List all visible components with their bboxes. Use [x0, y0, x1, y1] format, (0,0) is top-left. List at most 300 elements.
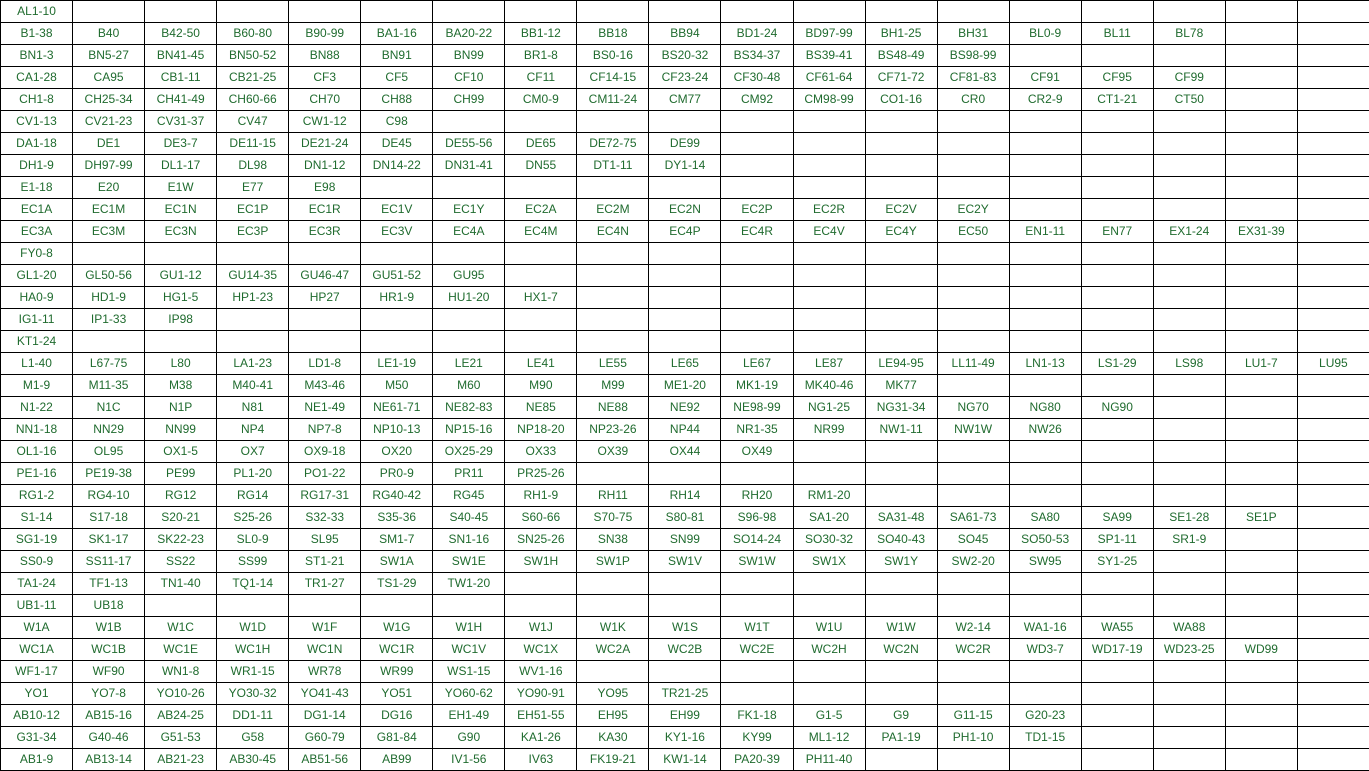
table-cell[interactable]: CR0 [937, 89, 1009, 111]
table-cell[interactable]: OX49 [721, 441, 793, 463]
table-cell[interactable]: IP98 [145, 309, 217, 331]
table-cell[interactable]: DE55-56 [433, 133, 505, 155]
table-cell[interactable]: BS98-99 [937, 45, 1009, 67]
table-cell[interactable]: BN91 [361, 45, 433, 67]
table-cell[interactable]: EX1-24 [1153, 221, 1225, 243]
table-cell[interactable]: HX1-7 [505, 287, 577, 309]
table-cell[interactable]: CF71-72 [865, 67, 937, 89]
table-cell[interactable]: DN14-22 [361, 155, 433, 177]
table-cell[interactable] [865, 463, 937, 485]
table-cell[interactable] [1153, 331, 1225, 353]
table-cell[interactable] [217, 595, 289, 617]
table-cell[interactable]: PR11 [433, 463, 505, 485]
table-cell[interactable] [1153, 749, 1225, 771]
table-cell[interactable]: PA1-19 [865, 727, 937, 749]
table-cell[interactable] [1153, 177, 1225, 199]
table-cell[interactable]: S1-14 [1, 507, 73, 529]
table-cell[interactable]: SW1X [793, 551, 865, 573]
table-cell[interactable] [1225, 243, 1297, 265]
table-cell[interactable]: LE94-95 [865, 353, 937, 375]
table-cell[interactable] [1225, 595, 1297, 617]
table-cell[interactable] [1297, 133, 1369, 155]
table-cell[interactable]: M40-41 [217, 375, 289, 397]
table-cell[interactable] [1297, 155, 1369, 177]
table-cell[interactable] [793, 595, 865, 617]
table-cell[interactable]: OX44 [649, 441, 721, 463]
table-cell[interactable]: AB21-23 [145, 749, 217, 771]
table-cell[interactable] [1225, 375, 1297, 397]
table-cell[interactable]: M90 [505, 375, 577, 397]
table-cell[interactable] [1081, 177, 1153, 199]
table-cell[interactable] [1297, 265, 1369, 287]
table-cell[interactable]: EH1-49 [433, 705, 505, 727]
table-cell[interactable]: EC1Y [433, 199, 505, 221]
table-cell[interactable]: W1J [505, 617, 577, 639]
table-cell[interactable]: OL1-16 [1, 441, 73, 463]
table-cell[interactable] [793, 111, 865, 133]
table-cell[interactable] [1225, 199, 1297, 221]
table-cell[interactable]: BD97-99 [793, 23, 865, 45]
table-cell[interactable] [793, 573, 865, 595]
table-cell[interactable] [433, 595, 505, 617]
table-cell[interactable]: EC3N [145, 221, 217, 243]
table-cell[interactable] [937, 573, 1009, 595]
table-cell[interactable] [289, 309, 361, 331]
table-cell[interactable]: WC1A [1, 639, 73, 661]
table-cell[interactable]: CV21-23 [73, 111, 145, 133]
table-cell[interactable]: CF10 [433, 67, 505, 89]
table-cell[interactable]: SA99 [1081, 507, 1153, 529]
table-cell[interactable] [505, 595, 577, 617]
table-cell[interactable]: HA0-9 [1, 287, 73, 309]
table-cell[interactable] [937, 375, 1009, 397]
table-cell[interactable]: WD3-7 [1009, 639, 1081, 661]
table-cell[interactable]: SO50-53 [1009, 529, 1081, 551]
table-cell[interactable] [1009, 177, 1081, 199]
table-cell[interactable] [1297, 507, 1369, 529]
table-cell[interactable]: WC2R [937, 639, 1009, 661]
table-cell[interactable]: BA20-22 [433, 23, 505, 45]
table-cell[interactable]: LE65 [649, 353, 721, 375]
table-cell[interactable] [937, 331, 1009, 353]
table-cell[interactable]: BD1-24 [721, 23, 793, 45]
table-cell[interactable] [289, 595, 361, 617]
table-cell[interactable] [1297, 749, 1369, 771]
table-cell[interactable] [1153, 661, 1225, 683]
table-cell[interactable]: FK19-21 [577, 749, 649, 771]
table-cell[interactable]: L80 [145, 353, 217, 375]
table-cell[interactable]: IV63 [505, 749, 577, 771]
table-cell[interactable] [865, 133, 937, 155]
table-cell[interactable] [1297, 397, 1369, 419]
table-cell[interactable] [145, 595, 217, 617]
table-cell[interactable]: TW1-20 [433, 573, 505, 595]
table-cell[interactable] [433, 1, 505, 23]
table-cell[interactable] [1153, 463, 1225, 485]
table-cell[interactable] [937, 749, 1009, 771]
table-cell[interactable]: EC3M [73, 221, 145, 243]
table-cell[interactable] [1225, 441, 1297, 463]
table-cell[interactable] [577, 287, 649, 309]
table-cell[interactable]: BB18 [577, 23, 649, 45]
table-cell[interactable] [793, 265, 865, 287]
table-cell[interactable]: SE1-28 [1153, 507, 1225, 529]
table-cell[interactable]: M99 [577, 375, 649, 397]
table-cell[interactable] [577, 331, 649, 353]
table-cell[interactable] [1081, 419, 1153, 441]
table-cell[interactable]: WC1H [217, 639, 289, 661]
table-cell[interactable]: B60-80 [217, 23, 289, 45]
table-cell[interactable]: CM77 [649, 89, 721, 111]
table-cell[interactable] [1009, 1, 1081, 23]
table-cell[interactable] [793, 287, 865, 309]
table-cell[interactable]: WV1-16 [505, 661, 577, 683]
table-cell[interactable]: TS1-29 [361, 573, 433, 595]
table-cell[interactable]: YO95 [577, 683, 649, 705]
table-cell[interactable] [1225, 155, 1297, 177]
table-cell[interactable] [361, 331, 433, 353]
table-cell[interactable]: CF95 [1081, 67, 1153, 89]
table-cell[interactable]: SL0-9 [217, 529, 289, 551]
table-cell[interactable]: LE21 [433, 353, 505, 375]
table-cell[interactable]: EH51-55 [505, 705, 577, 727]
table-cell[interactable]: DD1-11 [217, 705, 289, 727]
table-cell[interactable]: IV1-56 [433, 749, 505, 771]
table-cell[interactable]: CF61-64 [793, 67, 865, 89]
table-cell[interactable] [937, 309, 1009, 331]
table-cell[interactable] [361, 595, 433, 617]
table-cell[interactable] [73, 331, 145, 353]
table-cell[interactable] [721, 155, 793, 177]
table-cell[interactable] [793, 441, 865, 463]
table-cell[interactable]: CA95 [73, 67, 145, 89]
table-cell[interactable] [865, 683, 937, 705]
table-cell[interactable]: E1W [145, 177, 217, 199]
table-cell[interactable]: CF99 [1153, 67, 1225, 89]
table-cell[interactable] [1225, 727, 1297, 749]
table-cell[interactable]: B90-99 [289, 23, 361, 45]
table-cell[interactable]: WF1-17 [1, 661, 73, 683]
table-cell[interactable]: EX31-39 [1225, 221, 1297, 243]
table-cell[interactable]: NG90 [1081, 397, 1153, 419]
table-cell[interactable] [865, 749, 937, 771]
table-cell[interactable]: RH11 [577, 485, 649, 507]
table-cell[interactable]: KY1-16 [649, 727, 721, 749]
table-cell[interactable]: E98 [289, 177, 361, 199]
table-cell[interactable]: CB1-11 [145, 67, 217, 89]
table-cell[interactable] [1081, 1, 1153, 23]
table-cell[interactable] [145, 1, 217, 23]
table-cell[interactable]: SA61-73 [937, 507, 1009, 529]
table-cell[interactable] [1081, 661, 1153, 683]
table-cell[interactable]: NG80 [1009, 397, 1081, 419]
table-cell[interactable]: SR1-9 [1153, 529, 1225, 551]
table-cell[interactable]: WC2H [793, 639, 865, 661]
table-cell[interactable]: DL98 [217, 155, 289, 177]
table-cell[interactable]: SK1-17 [73, 529, 145, 551]
table-cell[interactable]: HP27 [289, 287, 361, 309]
table-cell[interactable] [1153, 1, 1225, 23]
table-cell[interactable] [1081, 265, 1153, 287]
table-cell[interactable] [1225, 331, 1297, 353]
table-cell[interactable] [1081, 683, 1153, 705]
table-cell[interactable] [505, 573, 577, 595]
table-cell[interactable]: EC2M [577, 199, 649, 221]
table-cell[interactable]: PR25-26 [505, 463, 577, 485]
table-cell[interactable]: E20 [73, 177, 145, 199]
table-cell[interactable]: SS0-9 [1, 551, 73, 573]
table-cell[interactable] [1153, 485, 1225, 507]
table-cell[interactable]: EH99 [649, 705, 721, 727]
table-cell[interactable]: M60 [433, 375, 505, 397]
table-cell[interactable]: SS22 [145, 551, 217, 573]
table-cell[interactable]: CF3 [289, 67, 361, 89]
table-cell[interactable]: SN38 [577, 529, 649, 551]
table-cell[interactable]: SN25-26 [505, 529, 577, 551]
table-cell[interactable]: CM11-24 [577, 89, 649, 111]
table-cell[interactable] [1009, 287, 1081, 309]
table-cell[interactable]: CT1-21 [1081, 89, 1153, 111]
table-cell[interactable] [1297, 221, 1369, 243]
table-cell[interactable] [1153, 45, 1225, 67]
table-cell[interactable] [1081, 595, 1153, 617]
table-cell[interactable]: NE61-71 [361, 397, 433, 419]
table-cell[interactable] [1225, 573, 1297, 595]
table-cell[interactable]: SS99 [217, 551, 289, 573]
table-cell[interactable] [1225, 45, 1297, 67]
table-cell[interactable]: BH1-25 [865, 23, 937, 45]
table-cell[interactable]: TQ1-14 [217, 573, 289, 595]
table-cell[interactable]: PE19-38 [73, 463, 145, 485]
table-cell[interactable]: EC4V [793, 221, 865, 243]
table-cell[interactable]: BB1-12 [505, 23, 577, 45]
table-cell[interactable] [649, 287, 721, 309]
table-cell[interactable] [937, 133, 1009, 155]
table-cell[interactable] [649, 111, 721, 133]
table-cell[interactable] [937, 1, 1009, 23]
table-cell[interactable]: DY1-14 [649, 155, 721, 177]
table-cell[interactable]: S70-75 [577, 507, 649, 529]
table-cell[interactable]: CH60-66 [217, 89, 289, 111]
table-cell[interactable] [289, 1, 361, 23]
table-cell[interactable] [1297, 529, 1369, 551]
table-cell[interactable]: G31-34 [1, 727, 73, 749]
table-cell[interactable] [1297, 573, 1369, 595]
table-cell[interactable]: CF91 [1009, 67, 1081, 89]
table-cell[interactable]: GL1-20 [1, 265, 73, 287]
table-cell[interactable]: W1A [1, 617, 73, 639]
table-cell[interactable]: AB13-14 [73, 749, 145, 771]
table-cell[interactable] [1297, 243, 1369, 265]
table-cell[interactable] [721, 573, 793, 595]
table-cell[interactable]: NG31-34 [865, 397, 937, 419]
table-cell[interactable] [1153, 705, 1225, 727]
table-cell[interactable]: WD99 [1225, 639, 1297, 661]
table-cell[interactable] [1225, 463, 1297, 485]
table-cell[interactable] [1297, 1, 1369, 23]
table-cell[interactable]: NW1W [937, 419, 1009, 441]
table-cell[interactable] [865, 661, 937, 683]
table-cell[interactable]: M38 [145, 375, 217, 397]
table-cell[interactable]: NW1-11 [865, 419, 937, 441]
table-cell[interactable]: RH20 [721, 485, 793, 507]
table-cell[interactable]: G58 [217, 727, 289, 749]
table-cell[interactable]: WF90 [73, 661, 145, 683]
table-cell[interactable]: NG70 [937, 397, 1009, 419]
table-cell[interactable]: W2-14 [937, 617, 1009, 639]
table-cell[interactable]: AB51-56 [289, 749, 361, 771]
table-cell[interactable]: OX25-29 [433, 441, 505, 463]
table-cell[interactable] [937, 287, 1009, 309]
table-cell[interactable]: WC2A [577, 639, 649, 661]
table-cell[interactable]: ST1-21 [289, 551, 361, 573]
table-cell[interactable] [1225, 661, 1297, 683]
table-cell[interactable]: G9 [865, 705, 937, 727]
table-cell[interactable]: CM98-99 [793, 89, 865, 111]
table-cell[interactable]: CB21-25 [217, 67, 289, 89]
table-cell[interactable] [1153, 243, 1225, 265]
table-cell[interactable]: FY0-8 [1, 243, 73, 265]
table-cell[interactable]: RM1-20 [793, 485, 865, 507]
table-cell[interactable]: LE55 [577, 353, 649, 375]
table-cell[interactable]: WR1-15 [217, 661, 289, 683]
table-cell[interactable] [1009, 331, 1081, 353]
table-cell[interactable]: FK1-18 [721, 705, 793, 727]
table-cell[interactable]: CF11 [505, 67, 577, 89]
table-cell[interactable]: N1-22 [1, 397, 73, 419]
table-cell[interactable] [1153, 111, 1225, 133]
table-cell[interactable]: KA30 [577, 727, 649, 749]
table-cell[interactable]: PE99 [145, 463, 217, 485]
table-cell[interactable]: BS0-16 [577, 45, 649, 67]
table-cell[interactable] [1009, 45, 1081, 67]
table-cell[interactable]: CV47 [217, 111, 289, 133]
table-cell[interactable]: DG16 [361, 705, 433, 727]
table-cell[interactable] [1081, 287, 1153, 309]
table-cell[interactable]: N1P [145, 397, 217, 419]
table-cell[interactable]: PH11-40 [793, 749, 865, 771]
table-cell[interactable]: NP23-26 [577, 419, 649, 441]
table-cell[interactable]: HU1-20 [433, 287, 505, 309]
table-cell[interactable]: ME1-20 [649, 375, 721, 397]
table-cell[interactable]: DE1 [73, 133, 145, 155]
table-cell[interactable] [865, 331, 937, 353]
table-cell[interactable] [865, 287, 937, 309]
table-cell[interactable] [1225, 1, 1297, 23]
table-cell[interactable]: WC2N [865, 639, 937, 661]
table-cell[interactable]: RG4-10 [73, 485, 145, 507]
table-cell[interactable] [1009, 155, 1081, 177]
table-cell[interactable]: YO1 [1, 683, 73, 705]
table-cell[interactable] [289, 243, 361, 265]
table-cell[interactable]: KY99 [721, 727, 793, 749]
table-cell[interactable] [937, 155, 1009, 177]
table-cell[interactable]: G90 [433, 727, 505, 749]
table-cell[interactable] [649, 661, 721, 683]
table-cell[interactable] [433, 331, 505, 353]
table-cell[interactable] [1225, 265, 1297, 287]
table-cell[interactable] [577, 595, 649, 617]
table-cell[interactable] [1009, 375, 1081, 397]
table-cell[interactable]: S32-33 [289, 507, 361, 529]
table-cell[interactable] [361, 243, 433, 265]
table-cell[interactable]: KW1-14 [649, 749, 721, 771]
table-cell[interactable]: W1D [217, 617, 289, 639]
table-cell[interactable]: AB99 [361, 749, 433, 771]
table-cell[interactable]: NE82-83 [433, 397, 505, 419]
table-cell[interactable] [721, 683, 793, 705]
table-cell[interactable] [1297, 309, 1369, 331]
table-cell[interactable]: YO10-26 [145, 683, 217, 705]
table-cell[interactable]: NE88 [577, 397, 649, 419]
table-cell[interactable] [793, 1, 865, 23]
table-cell[interactable] [1081, 727, 1153, 749]
table-cell[interactable] [1297, 705, 1369, 727]
table-cell[interactable]: EC3P [217, 221, 289, 243]
table-cell[interactable] [1081, 199, 1153, 221]
table-cell[interactable]: S17-18 [73, 507, 145, 529]
table-cell[interactable] [721, 111, 793, 133]
table-cell[interactable]: SY1-25 [1081, 551, 1153, 573]
table-cell[interactable]: HD1-9 [73, 287, 145, 309]
table-cell[interactable] [1153, 199, 1225, 221]
table-cell[interactable]: RG45 [433, 485, 505, 507]
table-cell[interactable]: AL1-10 [1, 1, 73, 23]
table-cell[interactable] [1009, 133, 1081, 155]
table-cell[interactable] [1297, 23, 1369, 45]
table-cell[interactable]: WR78 [289, 661, 361, 683]
table-cell[interactable] [1009, 243, 1081, 265]
table-cell[interactable] [1225, 111, 1297, 133]
table-cell[interactable] [937, 111, 1009, 133]
table-cell[interactable]: SO30-32 [793, 529, 865, 551]
table-cell[interactable] [217, 309, 289, 331]
table-cell[interactable]: G81-84 [361, 727, 433, 749]
table-cell[interactable]: CH1-8 [1, 89, 73, 111]
table-cell[interactable] [1009, 199, 1081, 221]
table-cell[interactable]: LE1-19 [361, 353, 433, 375]
table-cell[interactable] [577, 265, 649, 287]
table-cell[interactable]: EC4P [649, 221, 721, 243]
table-cell[interactable] [937, 683, 1009, 705]
table-cell[interactable]: CM92 [721, 89, 793, 111]
table-cell[interactable] [793, 463, 865, 485]
table-cell[interactable] [1081, 331, 1153, 353]
table-cell[interactable]: B40 [73, 23, 145, 45]
table-cell[interactable]: MK40-46 [793, 375, 865, 397]
table-cell[interactable] [1009, 463, 1081, 485]
table-cell[interactable]: N81 [217, 397, 289, 419]
table-cell[interactable]: EC2Y [937, 199, 1009, 221]
table-cell[interactable]: OX1-5 [145, 441, 217, 463]
table-cell[interactable]: YO7-8 [73, 683, 145, 705]
table-cell[interactable]: IG1-11 [1, 309, 73, 331]
table-cell[interactable]: WS1-15 [433, 661, 505, 683]
table-cell[interactable]: TF1-13 [73, 573, 145, 595]
table-cell[interactable] [1297, 463, 1369, 485]
table-cell[interactable]: LE67 [721, 353, 793, 375]
table-cell[interactable] [145, 243, 217, 265]
table-cell[interactable]: DN1-12 [289, 155, 361, 177]
table-cell[interactable]: EC1V [361, 199, 433, 221]
table-cell[interactable] [793, 661, 865, 683]
table-cell[interactable] [1297, 595, 1369, 617]
table-cell[interactable]: EH95 [577, 705, 649, 727]
table-cell[interactable] [1297, 111, 1369, 133]
table-cell[interactable] [793, 309, 865, 331]
table-cell[interactable]: SN99 [649, 529, 721, 551]
table-cell[interactable] [649, 1, 721, 23]
